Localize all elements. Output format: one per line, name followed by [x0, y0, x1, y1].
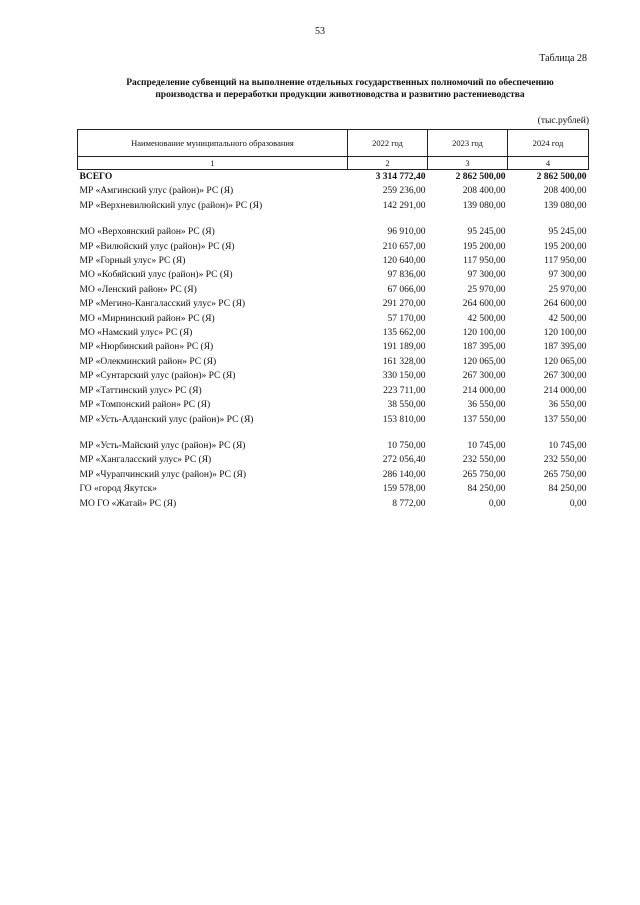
row-name: МО «Мирнинский район» РС (Я) [79, 313, 215, 324]
header-name: Наименование муниципального образования [78, 130, 348, 157]
table-label: Таблица 28 [539, 53, 587, 64]
row-name: МР «Томпонский район» РС (Я) [79, 400, 211, 411]
row-value-2023: 120 065,00 [462, 356, 506, 367]
row-spacer [78, 213, 589, 225]
row-value-2022: 191 189,00 [382, 342, 426, 353]
row-value-2023: 137 550,00 [462, 414, 506, 425]
row-value-2022: 291 270,00 [382, 299, 426, 310]
row-value-2024: 10 745,00 [548, 440, 587, 451]
table-row [78, 439, 589, 453]
page-number: 53 [315, 26, 325, 37]
header-number-2: 2 [348, 157, 428, 170]
subventions-table [77, 129, 589, 511]
table-row [78, 468, 589, 482]
row-value-2024: 264 600,00 [543, 299, 587, 310]
row-value-2023: 232 550,00 [462, 455, 506, 466]
table-row [78, 453, 589, 467]
row-value-2024: 120 065,00 [543, 356, 587, 367]
row-name: ВСЕГО [79, 172, 113, 182]
row-value-2022: 135 662,00 [382, 328, 426, 339]
header-number-1: 1 [78, 157, 348, 170]
row-value-2024: 195 200,00 [543, 241, 587, 252]
row-value-2024: 0,00 [569, 498, 587, 509]
row-value-2022: 272 056,40 [382, 455, 426, 466]
row-name: МР «Вилюйский улус (район)» РС (Я) [79, 241, 235, 252]
table-row [78, 297, 589, 311]
row-value-2023: 208 400,00 [462, 186, 506, 197]
row-value-2024: 97 300,00 [548, 270, 587, 281]
row-value-2024: 25 970,00 [548, 284, 587, 295]
row-name: МР «Нюрбинский район» РС (Я) [79, 342, 214, 353]
row-value-2024: 214 000,00 [543, 385, 587, 396]
row-value-2023: 214 000,00 [462, 385, 506, 396]
row-value-2022: 8 772,00 [392, 498, 426, 509]
header-2022: 2022 год [348, 130, 428, 157]
table-row-total [78, 170, 589, 185]
units-label: (тыс.рублей) [537, 116, 589, 126]
row-value-2023: 267 300,00 [462, 371, 506, 382]
table-row [78, 413, 589, 427]
row-name: МО «Кобяйский улус (район)» РС (Я) [79, 270, 233, 281]
row-value-2023: 95 245,00 [467, 227, 506, 238]
row-value-2022: 159 578,00 [382, 484, 426, 495]
table-row [78, 184, 589, 198]
row-value-2022: 3 314 772,40 [375, 172, 426, 182]
row-value-2024: 95 245,00 [548, 227, 587, 238]
row-name: ГО «город Якутск» [79, 484, 158, 495]
row-value-2023: 25 970,00 [467, 284, 506, 295]
row-value-2022: 10 750,00 [387, 440, 426, 451]
row-value-2024: 265 750,00 [543, 469, 587, 480]
row-value-2022: 223 711,00 [383, 385, 426, 396]
row-value-2024: 187 395,00 [543, 342, 587, 353]
row-name: МО ГО «Жатай» РС (Я) [79, 498, 177, 509]
row-value-2023: 0,00 [488, 498, 506, 509]
row-name: МР «Усть-Майский улус (район)» РС (Я) [79, 440, 246, 451]
table-row [78, 340, 589, 354]
row-value-2022: 210 657,00 [382, 241, 426, 252]
table-row [78, 312, 589, 326]
title-line-1: Распределение субвенций на выполнение отдельных государственных полномочий по обеспечению [126, 78, 554, 88]
row-value-2023: 265 750,00 [462, 469, 506, 480]
row-value-2023: 120 100,00 [462, 328, 506, 339]
row-value-2022: 142 291,00 [382, 200, 426, 211]
row-value-2022: 96 910,00 [387, 227, 426, 238]
row-name: МР «Мегино-Кангаласский улус» РС (Я) [79, 299, 246, 310]
row-name: МР «Верхневилюйский улус (район)» РС (Я) [79, 200, 263, 211]
header-2023: 2023 год [428, 130, 508, 157]
header-row [78, 130, 589, 157]
table-row [78, 482, 589, 496]
row-value-2024: 117 950,00 [544, 256, 587, 267]
row-name: МР «Таттинский улус» РС (Я) [79, 385, 202, 396]
row-value-2023: 139 080,00 [462, 200, 506, 211]
table-row [78, 326, 589, 340]
row-value-2022: 67 066,00 [387, 284, 426, 295]
row-value-2022: 120 640,00 [382, 256, 426, 267]
row-value-2024: 36 550,00 [548, 400, 587, 411]
table-row [78, 254, 589, 268]
table-row [78, 497, 589, 511]
row-name: МР «Чурапчинский улус (район)» РС (Я) [79, 469, 247, 480]
row-name: МР «Горный улус» РС (Я) [79, 256, 186, 267]
row-value-2022: 330 150,00 [382, 371, 426, 382]
row-spacer [78, 427, 589, 439]
row-value-2023: 84 250,00 [467, 484, 506, 495]
row-value-2024: 208 400,00 [543, 186, 587, 197]
header-number-row [78, 157, 589, 170]
table-row [78, 240, 589, 254]
header-number-3: 3 [428, 157, 508, 170]
table-row [78, 283, 589, 297]
row-name: МО «Намский улус» РС (Я) [79, 328, 193, 339]
row-value-2023: 97 300,00 [467, 270, 506, 281]
row-value-2022: 286 140,00 [382, 469, 426, 480]
row-value-2023: 10 745,00 [467, 440, 506, 451]
row-name: МО «Ленский район» РС (Я) [79, 284, 197, 295]
row-name: МР «Олекминский район» РС (Я) [79, 356, 217, 367]
row-value-2022: 259 236,00 [382, 186, 426, 197]
row-value-2023: 195 200,00 [462, 241, 506, 252]
header-2024: 2024 год [508, 130, 589, 157]
table-row [78, 398, 589, 412]
row-value-2024: 84 250,00 [548, 484, 587, 495]
table-row [78, 355, 589, 369]
row-value-2022: 97 836,00 [387, 270, 426, 281]
row-name: МР «Амгинский улус (район)» РС (Я) [79, 186, 234, 197]
row-value-2023: 187 395,00 [462, 342, 506, 353]
row-value-2022: 38 550,00 [387, 400, 426, 411]
row-value-2023: 264 600,00 [462, 299, 506, 310]
table-row [78, 369, 589, 383]
table-title [70, 77, 610, 101]
row-value-2023: 42 500,00 [467, 313, 506, 324]
table-row [78, 384, 589, 398]
row-value-2024: 267 300,00 [543, 371, 587, 382]
row-name: МО «Верхоянский район» РС (Я) [79, 227, 215, 238]
row-value-2024: 137 550,00 [543, 414, 587, 425]
header-number-4: 4 [508, 157, 589, 170]
row-value-2024: 120 100,00 [543, 328, 587, 339]
row-value-2024: 232 550,00 [543, 455, 587, 466]
row-value-2022: 153 810,00 [382, 414, 426, 425]
row-name: МР «Усть-Алданский улус (район)» РС (Я) [79, 414, 254, 425]
row-value-2022: 161 328,00 [382, 356, 426, 367]
title-line-2: производства и переработки продукции животноводства и развитию растениеводства [155, 90, 525, 100]
row-value-2024: 2 862 500,00 [536, 172, 587, 182]
row-value-2024: 42 500,00 [548, 313, 587, 324]
row-value-2023: 36 550,00 [467, 400, 506, 411]
table-row [78, 225, 589, 239]
table-row [78, 268, 589, 282]
table-row [78, 199, 589, 213]
row-value-2022: 57 170,00 [387, 313, 426, 324]
row-name: МР «Хангаласский улус» РС (Я) [79, 455, 212, 466]
row-name: МР «Сунтарский улус (район)» РС (Я) [79, 371, 236, 382]
row-value-2023: 117 950,00 [463, 256, 506, 267]
row-value-2024: 139 080,00 [543, 200, 587, 211]
row-value-2023: 2 862 500,00 [455, 172, 506, 182]
